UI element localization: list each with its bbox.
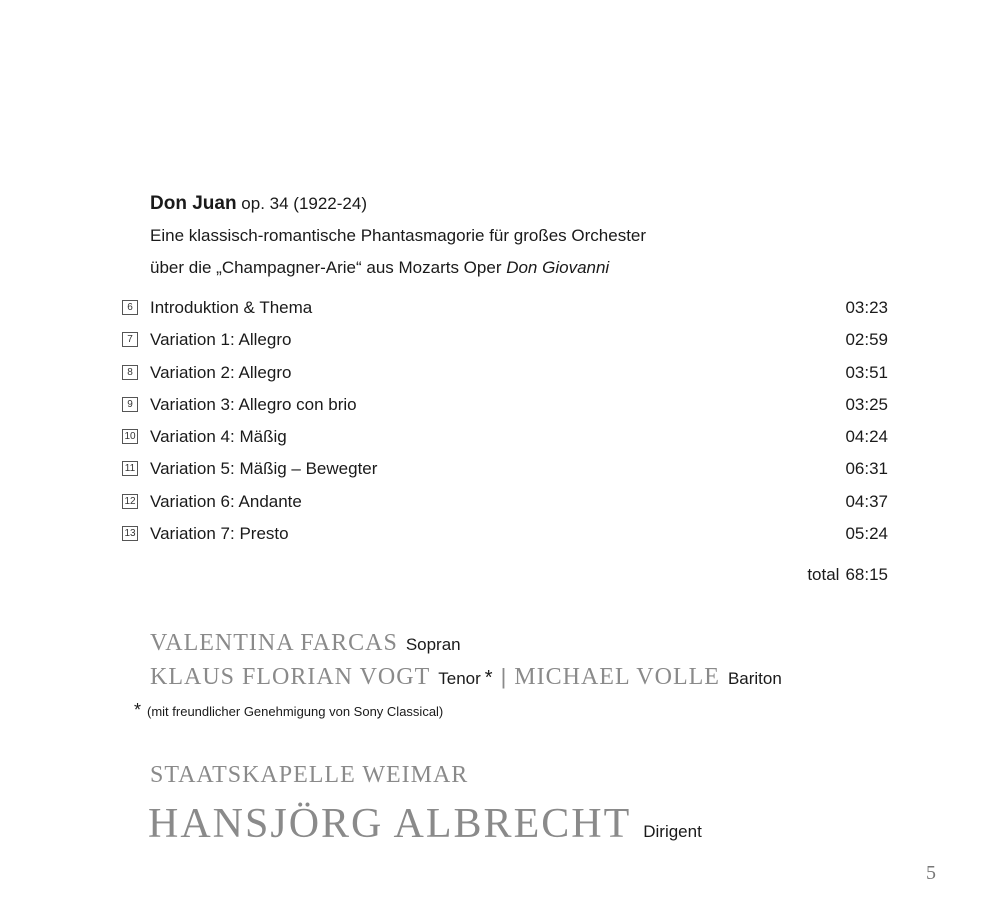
track-number-box: 11 [122, 461, 138, 476]
conductor-name: HANSJÖRG ALBRECHT [148, 801, 632, 847]
soprano-name: VALENTINA FARCAS [150, 630, 398, 656]
total-duration [807, 560, 888, 590]
work-subtitle-2 [150, 252, 646, 284]
performers [150, 626, 890, 694]
tenor-name: KLAUS FLORIAN VOGT [150, 664, 431, 690]
track-duration: 03:25 [845, 394, 888, 414]
performer-line-2 [150, 660, 890, 694]
track-row [122, 518, 888, 550]
track-title: Variation 2: Allegro [150, 362, 292, 382]
track-row [122, 453, 888, 485]
bariton-role: Bariton [727, 669, 782, 688]
page-number: 5 [926, 862, 936, 884]
track-duration: 02:59 [845, 330, 888, 350]
tenor-role: Tenor [438, 669, 481, 688]
performer-line-1 [150, 626, 890, 660]
track-title: Variation 6: Andante [150, 491, 302, 511]
work-header [150, 188, 646, 284]
track-row [122, 486, 888, 518]
track-row [122, 357, 888, 389]
track-list [122, 292, 888, 550]
track-duration: 04:24 [845, 427, 888, 447]
track-duration: 06:31 [845, 459, 888, 479]
track-number-box: 10 [122, 429, 138, 444]
work-subtitle-2-opera: Don Giovanni [506, 258, 610, 277]
footnote-text: (mit freundlicher Genehmigung von Sony Classical) [147, 704, 444, 719]
track-title: Variation 1: Allegro [150, 330, 292, 350]
track-title: Variation 5: Mäßig – Bewegter [150, 459, 378, 479]
track-number-box: 12 [122, 494, 138, 509]
track-row [122, 421, 888, 453]
separator: | [500, 664, 507, 689]
track-number-box: 8 [122, 365, 138, 380]
track-duration: 03:51 [845, 362, 888, 382]
conductor-role: Dirigent [643, 822, 702, 841]
track-title: Variation 4: Mäßig [150, 427, 287, 447]
track-duration: 04:37 [845, 491, 888, 511]
track-number-box: 13 [122, 526, 138, 541]
track-row [122, 389, 888, 421]
track-title: Variation 7: Presto [150, 524, 289, 544]
work-subtitle-2-text: über die „Champagner-Arie“ aus Mozarts Oper [150, 258, 507, 277]
track-duration: 05:24 [845, 524, 888, 544]
track-duration: 03:23 [845, 298, 888, 317]
soprano-role: Sopran [405, 635, 461, 654]
track-title: Introduktion & Thema [150, 298, 313, 317]
total-label: total [807, 565, 840, 584]
footnote [134, 698, 443, 722]
orchestra-name: STAATSKAPELLE WEIMAR [150, 762, 469, 788]
total-value: 68:15 [845, 565, 888, 584]
work-title: Don Juan [150, 193, 237, 214]
conductor [148, 796, 702, 852]
work-opus: op. 34 (1922-24) [241, 194, 367, 213]
track-number-box: 9 [122, 397, 138, 412]
footnote-star: * [134, 700, 142, 720]
work-title-line [150, 188, 646, 220]
track-row [122, 292, 888, 324]
work-subtitle-1: Eine klassisch-romantische Phantasmagorie für großes Orchester [150, 226, 647, 245]
track-number-box: 6 [122, 300, 138, 315]
footnote-mark: * [484, 667, 493, 689]
bariton-name: MICHAEL VOLLE [514, 664, 720, 690]
track-number-box: 7 [122, 332, 138, 347]
track-title: Variation 3: Allegro con brio [150, 394, 357, 414]
track-row [122, 324, 888, 356]
